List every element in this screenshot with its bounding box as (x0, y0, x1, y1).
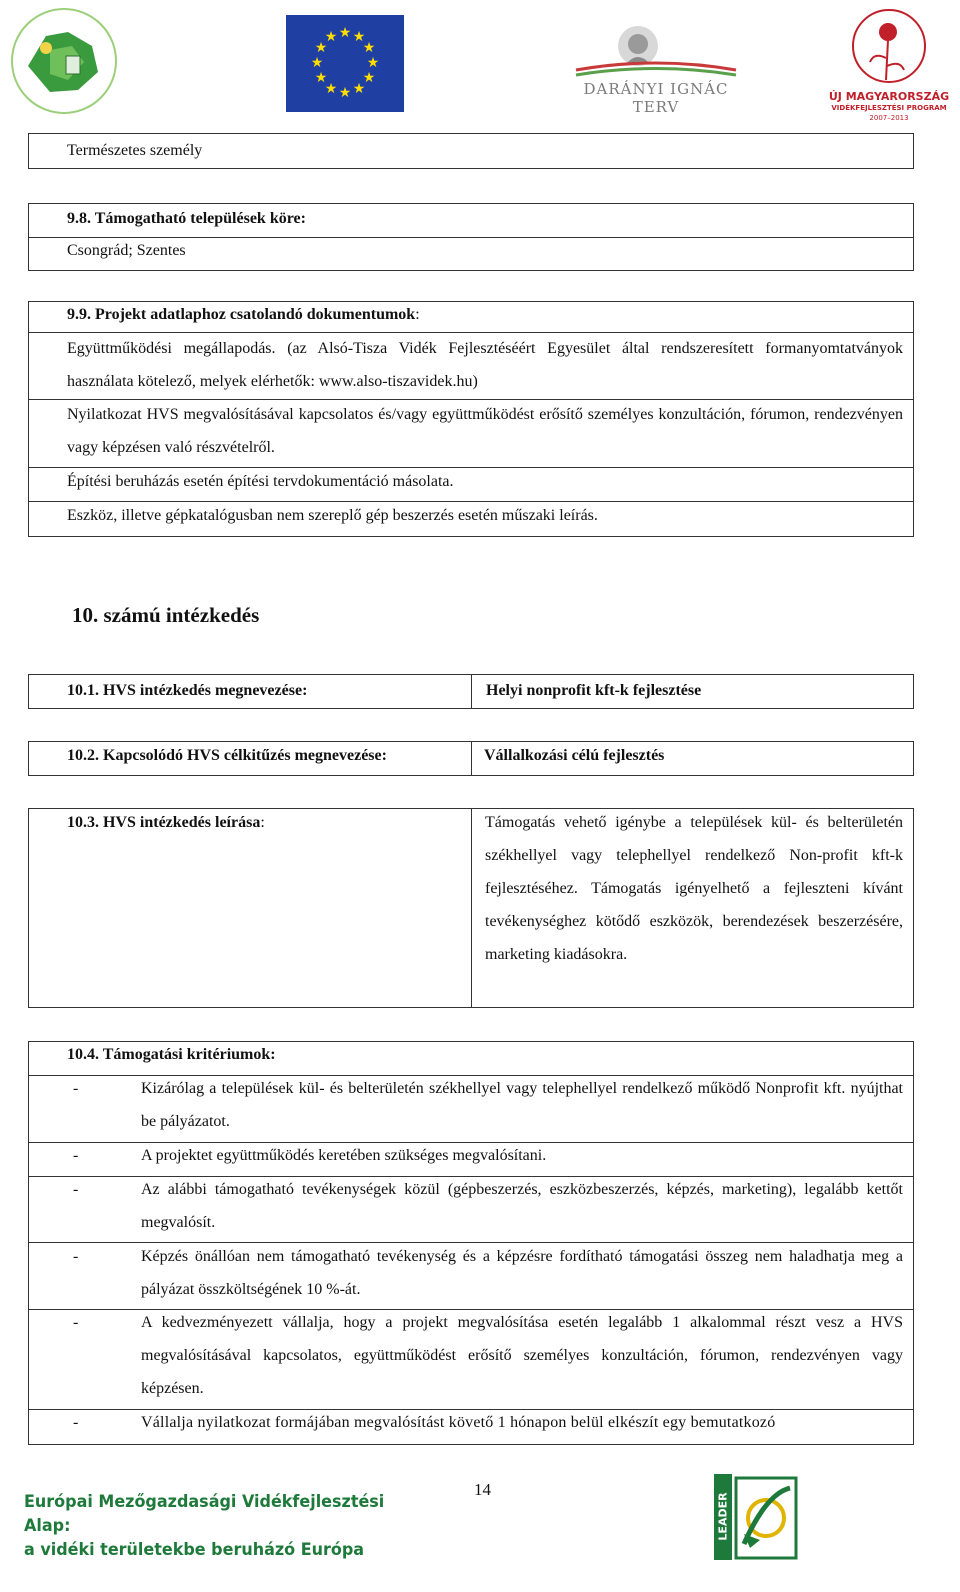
section-10-3-value: Támogatás vehető igénybe a települések kül- és belterületén székhellyel vagy telephellyel rendelkező Non-profit kft-k fejlesztéséhez. Támogatás igényelhető a fejleszteni kívánt tevékenységhez kötődő eszközök, berendezések beszerzésére, marketing kiadásokra. (485, 814, 903, 963)
section-10-3-label-bold: 10.3. HVS intézkedés leírása (67, 814, 261, 831)
criteria-text-2: A projektet együttműködés keretében szükséges megvalósítani. (141, 1147, 547, 1164)
section-9-9-item-3: Építési beruházás esetén építési tervdokumentáció másolata. (67, 473, 454, 490)
criteria-dash: - (73, 1414, 79, 1431)
criteria-dash: - (73, 1314, 79, 1331)
svg-text:★: ★ (362, 40, 376, 56)
section-9-9-title-bold: 9.9. Projekt adatlaphoz csatolandó dokumentumok (67, 306, 416, 323)
section-10-1-label: 10.1. HVS intézkedés megnevezése: (67, 682, 308, 699)
page-number: 14 (474, 1480, 491, 1499)
section-9-8-title: 9.8. Támogatható települések köre: (67, 210, 306, 227)
uj-magyarorszag-logo (822, 6, 956, 124)
section-9-8-value: Csongrád; Szentes (67, 242, 186, 259)
criteria-text-6: Vállalja nyilatkozat formájában megvalósítást követő 1 hónapon belül elkészít egy bemutatkozó (141, 1414, 776, 1431)
section-10-3-col-divider (471, 809, 472, 1007)
criteria-dash: - (73, 1147, 79, 1164)
criteria-dash: - (73, 1181, 79, 1198)
um-logo-title: ÚJ MAGYARORSZÁG (828, 90, 950, 103)
applicant-type-box (28, 133, 914, 169)
section-10-3-label (67, 806, 265, 839)
leader-logo-text: LEADER (716, 1492, 730, 1541)
footer-line-1: Európai Mezőgazdasági Vidékfejlesztési Alap: (24, 1492, 385, 1536)
um-logo-years: 2007–2013 (869, 114, 909, 122)
section-9-9-item-2: Nyilatkozat HVS megvalósításával kapcsolatos és/vagy együttműködést erősítő személyes konzultáción, fórumon, rendezvényen vagy képzésen való részvételről. (67, 406, 903, 456)
section-9-9-item-4: Eszköz, illetve gépkatalógusban nem szereplő gép beszerzés esetén műszaki leírás. (67, 507, 598, 524)
svg-text:★: ★ (362, 70, 376, 86)
svg-text:★: ★ (352, 29, 366, 45)
svg-text:★: ★ (324, 81, 338, 97)
criteria-dash: - (73, 1248, 79, 1265)
section-9-9-title (67, 298, 420, 331)
section-10-1-box (28, 674, 914, 709)
section-10-2-value: Vállalkozási célú fejlesztés (484, 747, 665, 764)
svg-text:★: ★ (352, 81, 366, 97)
svg-text:★: ★ (314, 40, 328, 56)
section-10-1-col-divider (471, 675, 472, 708)
criteria-text-1: Kizárólag a települések kül- és belterületén székhellyel vagy telephellyel rendelkező működő Nonprofit kft. nyújthat be pályázatot. (141, 1080, 903, 1130)
footer-eafrd-text (24, 1490, 400, 1562)
section-10-2-col-divider (471, 742, 472, 775)
section-10-3-box (28, 808, 914, 1008)
applicant-type-text: Természetes személy (67, 142, 203, 159)
svg-text:★: ★ (338, 85, 352, 101)
daranyi-ignac-terv-logo (566, 20, 746, 116)
criteria-dash: - (73, 1080, 79, 1097)
section-10-2-label: 10.2. Kapcsolódó HVS célkitűzés megnevezése: (67, 747, 387, 764)
svg-text:★: ★ (324, 29, 338, 45)
section-9-9-item-1: Együttműködési megállapodás. (az Alsó-Tisza Vidék Fejlesztéséért Egyesület által rendszeresített formanyomtatványok használata kötelező, melyek elérhetők: www.also-tiszavidek.hu) (67, 340, 903, 390)
section-9-8-box (28, 203, 914, 271)
section-9-9-title-tail: : (415, 306, 420, 323)
svg-text:★: ★ (338, 25, 352, 41)
section-10-4-title: 10.4. Támogatási kritériumok: (67, 1046, 276, 1063)
daranyi-logo-text: DARÁNYI IGNÁC TERV (583, 80, 729, 116)
section-10-3-label-tail: : (260, 814, 265, 831)
section-9-9-box (28, 301, 914, 537)
leader-logo (714, 1474, 798, 1560)
section-10-2-box (28, 741, 914, 776)
eu-flag-logo (286, 15, 404, 112)
footer-line-2: a vidéki területekbe beruházó Európa (24, 1540, 365, 1560)
section-10-1-value: Helyi nonprofit kft-k fejlesztése (486, 682, 702, 699)
section-10-4-box (28, 1041, 914, 1445)
svg-text:★: ★ (366, 55, 380, 71)
criteria-text-4: Képzés önállóan nem támogatható tevékenység és a képzésre fordítható támogatási összeg nem haladhatja meg a pályázat összköltségének 10 %-át. (141, 1248, 903, 1298)
criteria-text-5: A kedvezményezett vállalja, hogy a projekt megvalósítása esetén legalább 1 alkalommal részt vesz a HVS megvalósításával kapcsolatos, együttműködést erősítő személyes konzultáción, fórumon, rendezvényen vagy képzésen. (141, 1314, 903, 1397)
svg-text:★: ★ (310, 55, 324, 71)
leader-group-logo (6, 6, 122, 116)
measure-heading: 10. számú intézkedés (72, 603, 260, 627)
svg-text:★: ★ (314, 70, 328, 86)
um-logo-subtitle: VIDÉKFEJLESZTÉSI PROGRAM (831, 104, 947, 112)
criteria-text-3: Az alábbi támogatható tevékenységek közül (gépbeszerzés, eszközbeszerzés, képzés, marketing), legalább kettőt megvalósít. (141, 1181, 903, 1231)
